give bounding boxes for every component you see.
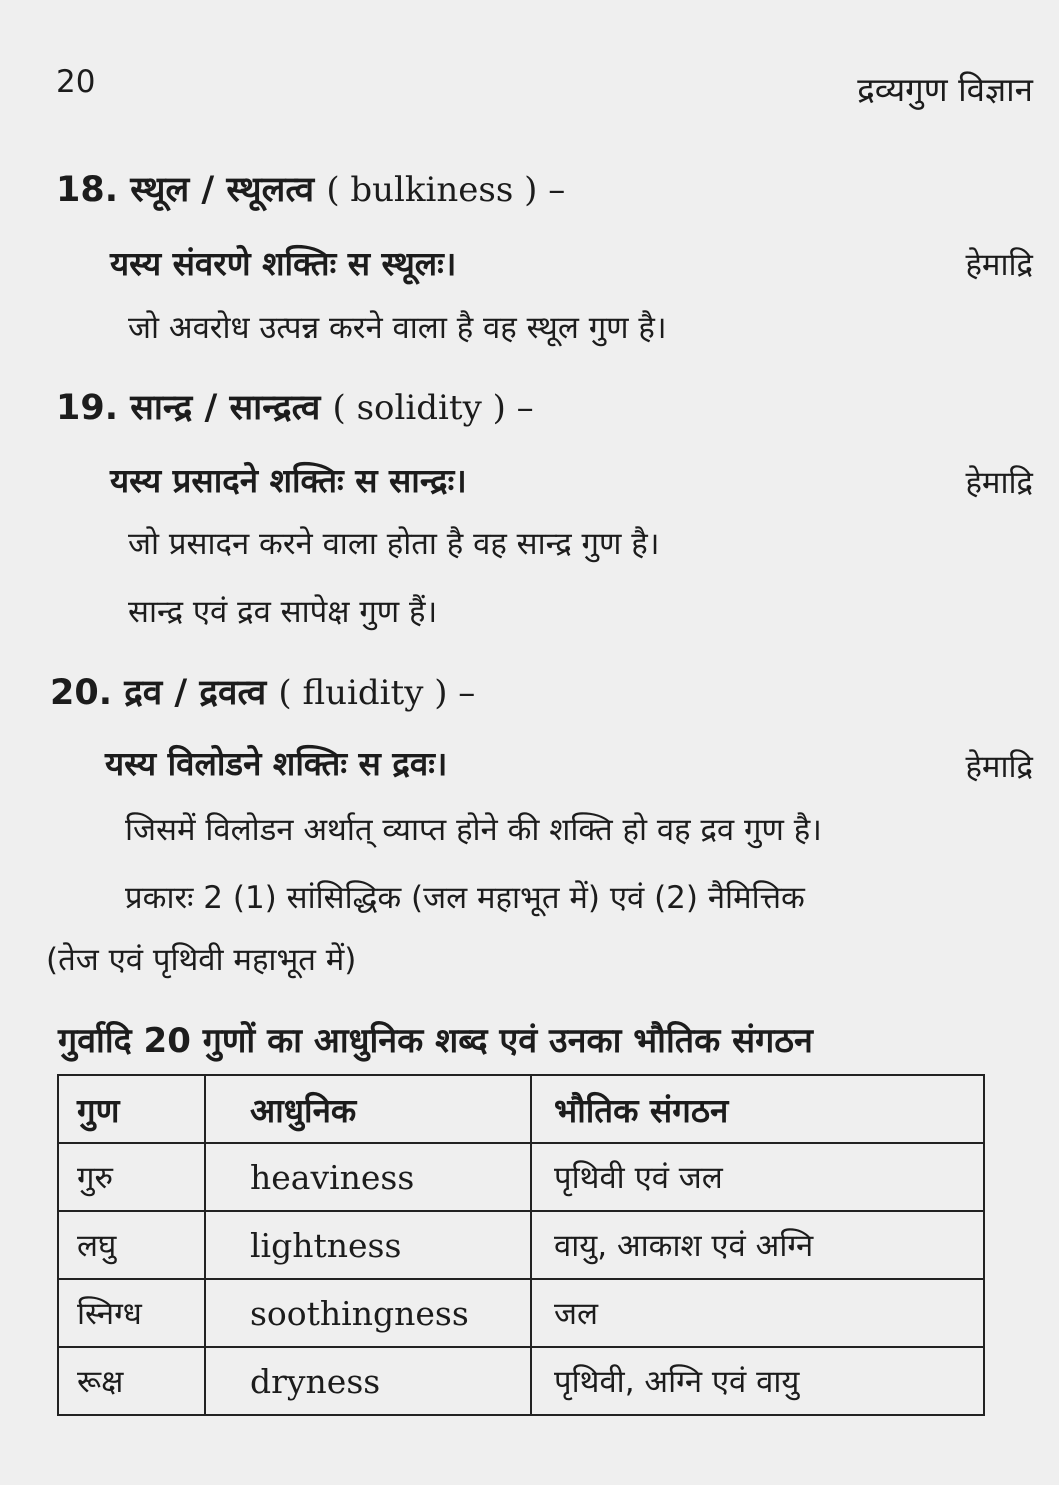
section-18-sutra: यस्य संवरणे शक्तिः स स्थूलः। [110, 244, 457, 283]
gunas-table [57, 1074, 985, 1416]
cell-modern: dryness [205, 1347, 531, 1415]
cell-physical: पृथिवी, अग्नि एवं वायु [531, 1347, 984, 1415]
section-title: सान्द्र / सान्द्रत्व [130, 388, 321, 428]
table-header-row [58, 1075, 984, 1143]
cell-modern: lightness [205, 1211, 531, 1279]
section-number: 20. [50, 673, 113, 713]
section-18-source: हेमाद्रि [965, 247, 1033, 283]
section-20-line-2: प्रकारः 2 (1) सांसिद्धिक (जल महाभूत में) एवं (2) नैमित्तिक [125, 880, 805, 916]
section-20-heading [50, 668, 475, 715]
section-18-heading [56, 165, 565, 212]
cell-physical: जल [531, 1279, 984, 1347]
section-19-line-1: जो प्रसादन करने वाला होता है वह सान्द्र गुण है। [128, 526, 660, 562]
section-number: 19. [56, 388, 119, 428]
header-guna: गुण [58, 1075, 205, 1143]
cell-physical: पृथिवी एवं जल [531, 1143, 984, 1211]
header-physical: भौतिक संगठन [531, 1075, 984, 1143]
cell-modern: soothingness [205, 1279, 531, 1347]
section-18-line-1: जो अवरोध उत्पन्न करने वाला है वह स्थूल गुण है। [128, 310, 667, 346]
section-20-line-1: जिसमें विलोडन अर्थात् व्याप्त होने की शक्ति हो वह द्रव गुण है। [125, 812, 822, 848]
page-number: 20 [56, 64, 96, 100]
section-19-heading [56, 383, 534, 430]
section-20-source: हेमाद्रि [965, 749, 1033, 785]
section-19-sutra: यस्य प्रसादने शक्तिः स सान्द्रः। [110, 461, 467, 500]
table-row [58, 1143, 984, 1211]
cell-guna: गुरु [58, 1143, 205, 1211]
cell-guna: लघु [58, 1211, 205, 1279]
cell-modern: heaviness [205, 1143, 531, 1211]
cell-physical: वायु, आकाश एवं अग्नि [531, 1211, 984, 1279]
section-20-sutra: यस्य विलोडने शक्तिः स द्रवः। [105, 744, 448, 783]
section-20-line-3: (तेज एवं पृथिवी महाभूत में) [46, 942, 357, 978]
cell-guna: रूक्ष [58, 1347, 205, 1415]
section-english: ( fluidity ) – [278, 673, 476, 713]
section-title: द्रव / द्रवत्व [124, 673, 267, 713]
section-number: 18. [56, 170, 119, 210]
running-head: द्रव्यगुण विज्ञान [857, 70, 1033, 109]
table-row [58, 1279, 984, 1347]
section-english: ( solidity ) – [332, 388, 534, 428]
table-caption: गुर्वादि 20 गुणों का आधुनिक शब्द एवं उनका भौतिक संगठन [58, 1021, 813, 1061]
table-row [58, 1347, 984, 1415]
table-row [58, 1211, 984, 1279]
header-modern: आधुनिक [205, 1075, 531, 1143]
cell-guna: स्निग्ध [58, 1279, 205, 1347]
section-title: स्थूल / स्थूलत्व [130, 170, 315, 210]
section-19-source: हेमाद्रि [965, 465, 1033, 501]
section-english: ( bulkiness ) – [326, 170, 566, 210]
section-19-line-2: सान्द्र एवं द्रव सापेक्ष गुण हैं। [128, 594, 438, 630]
